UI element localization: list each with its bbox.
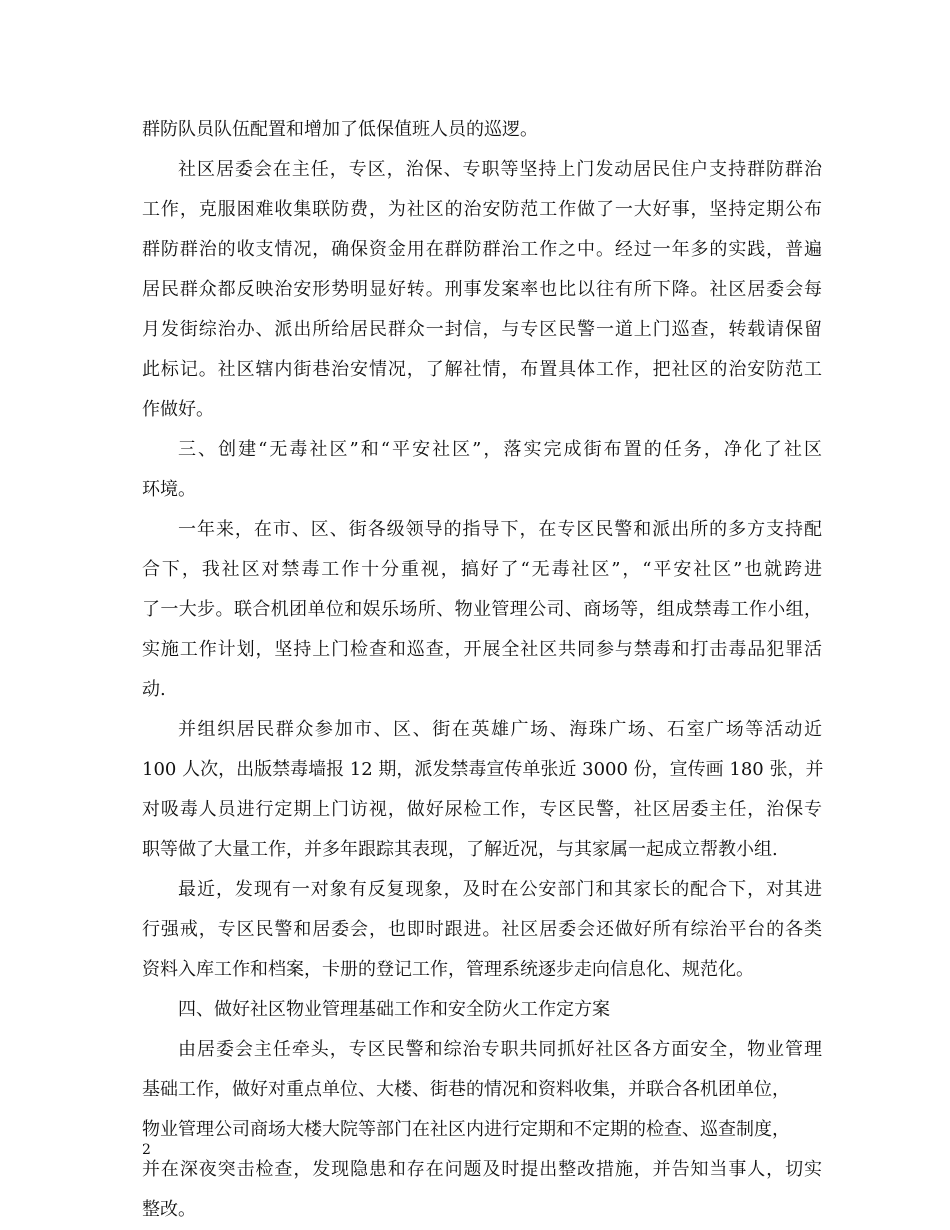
text-line: 了一大步。联合机团单位和娱乐场所、物业管理公司、商场等，组成禁毒工作小组， (142, 599, 822, 620)
text-line: 动. (142, 679, 166, 700)
text-line: 一年来，在市、区、街各级领导的指导下，在专区民警和派出所的多方支持配 (178, 519, 822, 540)
text-line: 月发街综治办、派出所给居民群众一封信，与专区民警一道上门巡查，转载请保留 (142, 319, 822, 340)
text-line: 作做好。 (142, 399, 214, 420)
text-line: 职等做了大量工作，并多年跟踪其表现，了解近况，与其家属一起成立帮教小组. (142, 839, 778, 860)
text-line: 群防群治的收支情况，确保资金用在群防群治工作之中。经过一年多的实践，普遍 (142, 239, 822, 260)
text-line: 合下，我社区对禁毒工作十分重视，搞好了“无毒社区”，“平安社区”也就跨进 (142, 559, 822, 580)
text-line: 物业管理公司商场大楼大院等部门在社区内进行定期和不定期的检查、巡查制度， (142, 1119, 790, 1140)
body-text (142, 110, 822, 1230)
text-line: 100 人次，出版禁毒墙报 12 期，派发禁毒宣传单张近 3000 份，宣传画 180 张，并 (142, 759, 824, 780)
text-line: 并组织居民群众参加市、区、街在英雄广场、海珠广场、石室广场等活动近 (178, 719, 822, 740)
text-line: 此标记。社区辖内街巷治安情况，了解社情，布置具体工作，把社区的治安防范工 (142, 359, 822, 380)
text-line: 并在深夜突击检查，发现隐患和存在问题及时提出整改措施，并告知当事人，切实 (142, 1159, 822, 1180)
text-line: 居民群众都反映治安形势明显好转。刑事发案率也比以往有所下降。社区居委会每 (142, 279, 822, 300)
text-line: 资料入库工作和档案，卡册的登记工作，管理系统逐步走向信息化、规范化。 (142, 959, 754, 980)
text-line: 整改。 (142, 1199, 196, 1220)
text-line: 环境。 (142, 479, 196, 500)
text-line: 社区居委会在主任，专区，治保、专职等坚持上门发动居民住户支持群防群治 (178, 159, 822, 180)
text-line: 工作，克服困难收集联防费，为社区的治安防范工作做了一大好事，坚持定期公布 (142, 199, 822, 220)
text-line: 最近，发现有一对象有反复现象，及时在公安部门和其家长的配合下，对其进 (178, 879, 822, 900)
text-line: 群防队员队伍配置和增加了低保值班人员的巡逻。 (142, 119, 538, 140)
page-number: 2 (142, 1142, 151, 1158)
section-heading: 四、做好社区物业管理基础工作和安全防火工作定方案 (178, 999, 610, 1020)
text-line: 由居委会主任牵头，专区民警和综治专职共同抓好社区各方面安全，物业管理 (178, 1039, 822, 1060)
text-line: 行强戒，专区民警和居委会，也即时跟进。社区居委会还做好所有综治平台的各类 (142, 919, 822, 940)
section-heading: 三、创建“无毒社区”和“平安社区”，落实完成街布置的任务，净化了社区 (178, 439, 822, 460)
text-line: 对吸毒人员进行定期上门访视，做好尿检工作，专区民警，社区居委主任，治保专 (142, 799, 822, 820)
text-line: 实施工作计划，坚持上门检查和巡查，开展全社区共同参与禁毒和打击毒品犯罪活 (142, 639, 822, 660)
text-line: 基础工作，做好对重点单位、大楼、街巷的情况和资料收集，并联合各机团单位， (142, 1079, 790, 1100)
